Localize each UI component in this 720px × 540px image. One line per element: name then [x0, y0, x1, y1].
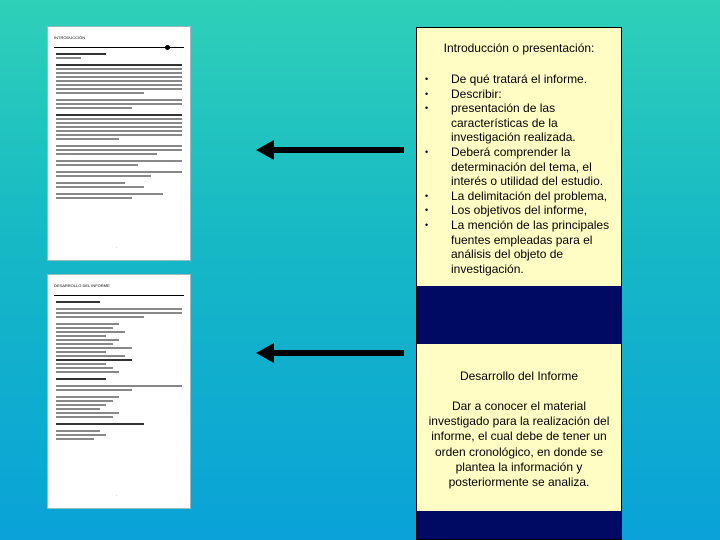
bullet-dot-icon — [165, 45, 170, 50]
bullet-icon: • — [425, 74, 429, 84]
thumbnail-text-lines — [56, 53, 182, 201]
list-item — [425, 189, 615, 204]
left-arrow-icon — [272, 350, 404, 356]
list-item — [425, 72, 615, 87]
bullet-icon: • — [425, 219, 429, 230]
thumbnail-page-number: · — [116, 493, 118, 498]
introduction-bullet-list — [425, 72, 615, 276]
navy-band — [417, 286, 621, 344]
bullet-icon: • — [425, 103, 429, 114]
list-item — [425, 87, 615, 102]
list-item-text: La delimitación del problema, — [451, 188, 608, 203]
introduction-title: Introducción o presentación: — [443, 41, 595, 55]
bullet-icon: • — [425, 146, 429, 157]
thumbnail-header-title: DESARROLLO DEL INFORME — [54, 283, 110, 288]
thumbnail-text-lines — [56, 301, 182, 442]
list-item-text: Deberá comprender la determinación del tema, el interés o utilidad del estudio. — [451, 144, 604, 189]
content-panel — [416, 27, 622, 540]
document-thumbnail-development — [48, 275, 190, 508]
bullet-icon: • — [425, 190, 429, 201]
list-item — [425, 101, 615, 145]
thumbnail-header — [54, 283, 184, 296]
left-arrow-icon — [272, 147, 404, 153]
bullet-icon: • — [425, 205, 429, 216]
list-item — [425, 218, 615, 276]
bullet-icon: • — [425, 88, 429, 99]
list-item — [425, 203, 615, 218]
thumbnail-header — [54, 35, 184, 48]
development-body: Dar a conocer el material investigado para la realización del informe, el cual debe de tener un orden cronológico, en donde se plantea la información y posteriormente se analiza. — [428, 399, 610, 490]
list-item-text: Describir: — [451, 86, 502, 101]
list-item — [425, 145, 615, 189]
document-thumbnail-introduction — [48, 27, 190, 260]
thumbnail-page-number: · — [116, 245, 118, 250]
list-item-text: De qué tratará el informe. — [451, 72, 588, 86]
development-title: Desarrollo del Informe — [459, 369, 579, 383]
list-item-text: Los objetivos del informe, — [451, 203, 588, 218]
thumbnail-header-title: INTRODUCCIÓN — [54, 35, 86, 40]
navy-band — [417, 511, 621, 539]
list-item-text: La mención de las principales fuentes empleadas para el análisis del objeto de investigación. — [451, 217, 610, 276]
list-item-text: presentación de las características de la investigación realizada. — [451, 101, 576, 145]
